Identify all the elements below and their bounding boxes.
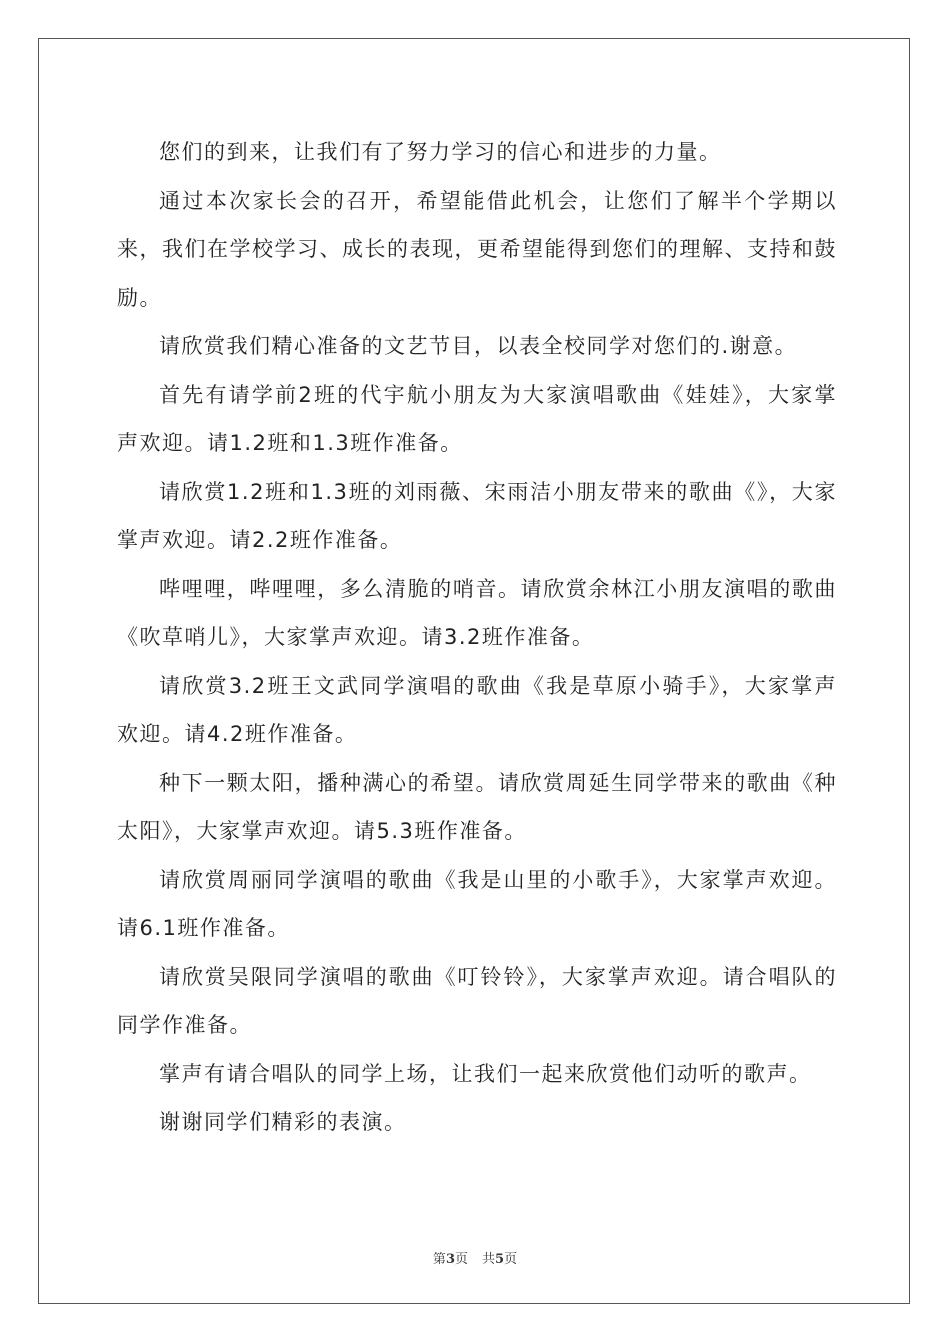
paragraph-6: 哔哩哩，哔哩哩，多么清脆的哨音。请欣赏余林江小朋友演唱的歌曲《吹草哨儿》，大家掌声欢迎。请3.2班作准备。 <box>117 576 837 649</box>
paragraph-1: 您们的到来，让我们有了努力学习的信心和进步的力量。 <box>159 140 722 164</box>
paragraph-3: 请欣赏我们精心准备的文艺节目，以表全校同学对您们的.谢意。 <box>159 334 798 358</box>
paragraph-7: 请欣赏3.2班王文武同学演唱的歌曲《我是草原小骑手》，大家掌声欢迎。请4.2班作准备。 <box>117 673 837 746</box>
page-total: 共5页 <box>482 1252 518 1267</box>
document-body <box>117 128 837 1147</box>
paragraph-11: 掌声有请合唱队的同学上场，让我们一起来欣赏他们动听的歌声。 <box>159 1061 812 1086</box>
paragraph-8: 种下一颗太阳，播种满心的希望。请欣赏周延生同学带来的歌曲《种太阳》，大家掌声欢迎。请5.3班作准备。 <box>117 770 837 843</box>
page-number: 第3页 <box>432 1252 468 1267</box>
page-footer <box>0 1248 950 1267</box>
paragraph-10: 请欣赏吴限同学演唱的歌曲《叮铃铃》，大家掌声欢迎。请合唱队的同学作准备。 <box>117 964 837 1037</box>
paragraph-2: 通过本次家长会的召开，希望能借此机会，让您们了解半个学期以来，我们在学校学习、成长的表现，更希望能得到您们的理解、支持和鼓励。 <box>117 188 837 310</box>
paragraph-5: 请欣赏1.2班和1.3班的刘雨薇、宋雨洁小朋友带来的歌曲《》，大家掌声欢迎。请2.2班作准备。 <box>117 479 837 552</box>
paragraph-12: 谢谢同学们精彩的表演。 <box>159 1110 407 1134</box>
paragraph-9: 请欣赏周丽同学演唱的歌曲《我是山里的小歌手》，大家掌声欢迎。请6.1班作准备。 <box>117 867 837 940</box>
paragraph-4: 首先有请学前2班的代宇航小朋友为大家演唱歌曲《娃娃》，大家掌声欢迎。请1.2班和1.3班作准备。 <box>117 382 837 455</box>
